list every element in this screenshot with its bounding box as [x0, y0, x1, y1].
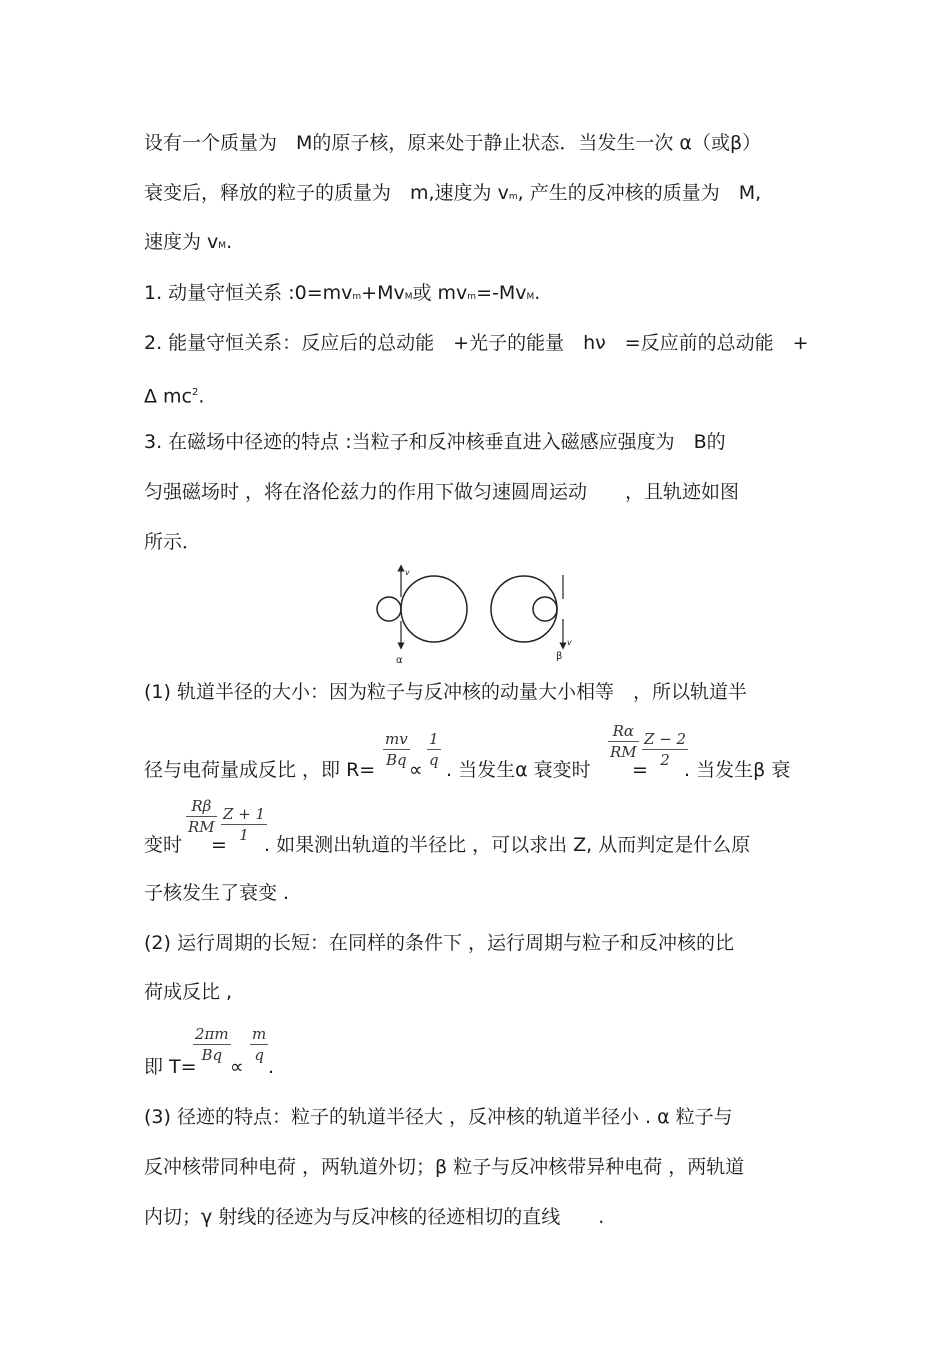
energy-relation-line-1: 2. 能量守恒关系：反应后的总动能 +光子的能量 hν =反应前的总动能 +: [144, 332, 809, 354]
intro-line-3: 速度为 vM.: [144, 231, 233, 253]
intro-line-2: 衰变后，释放的粒子的质量为 m,速度为 vm, 产生的反冲核的质量为 M,: [144, 182, 762, 204]
beta-tracks: [491, 575, 572, 662]
m-over-q-fraction: m q: [252, 1025, 267, 1064]
beta-v-label: v: [567, 638, 572, 647]
t-fraction: 2πm Bq: [195, 1025, 229, 1064]
track-characteristics-line-2: 反冲核带同种电荷 ，两轨道外切；β 粒子与反冲核带异种电荷 ，两轨道: [144, 1156, 745, 1178]
radius-line-4: 子核发生了衰变 .: [144, 882, 290, 904]
alpha-label: α: [396, 655, 403, 666]
beta-large-orbit: [491, 576, 557, 642]
radius-line-3a: 变时: [144, 834, 183, 856]
beta-label: β: [556, 651, 563, 662]
z-plus-1-fraction: Z + 1 1: [223, 805, 266, 844]
beta-small-orbit: [533, 597, 557, 621]
alpha-large-orbit: [401, 576, 467, 642]
track-feature-line-3: 所示．: [144, 531, 202, 553]
decay-track-figure: [368, 563, 588, 668]
alpha-small-orbit: [377, 597, 401, 621]
radius-line-2e: . 当发生β 衰: [684, 759, 791, 781]
period-line-1: (2) 运行周期的长短：在同样的条件下 ，运行周期与粒子和反冲核的比: [144, 932, 734, 954]
momentum-relation: 1. 动量守恒关系 :0=mvm+MvM或 mvm=-MvM.: [144, 282, 541, 304]
period-line-2: 荷成反比 ,: [144, 981, 233, 1003]
one-over-q-fraction: 1 q: [429, 730, 439, 769]
z-minus-2-fraction: Z − 2 2: [644, 730, 687, 769]
equals-sign-2: =: [211, 834, 227, 856]
energy-relation-line-2: Δ $mc^2$.: [144, 385, 205, 408]
rbeta-ratio-fraction: Rβ RM: [188, 797, 215, 836]
alpha-v-label: v: [405, 568, 410, 577]
alpha-tracks: [377, 568, 467, 666]
track-feature-line-2: 匀强磁场时 ，将在洛伦兹力的作用下做匀速圆周运动 ，且轨迹如图: [144, 481, 740, 503]
period-line-3c: .: [268, 1056, 275, 1078]
r-fraction: mv Bq: [385, 730, 408, 769]
track-characteristics-line-1: (3) 径迹的特点：粒子的轨道半径大 ，反冲核的轨道半径小 . α 粒子与: [144, 1106, 733, 1128]
radius-line-3c: . 如果测出轨道的半径比 ，可以求出 Z, 从而判定是什么原: [264, 834, 751, 856]
proportional-sign-1: ∝: [409, 759, 423, 781]
proportional-sign-2: ∝: [230, 1056, 244, 1078]
track-feature-line-1: 3. 在磁场中径迹的特点 :当粒子和反冲核垂直进入磁感应强度为 B的: [144, 431, 726, 453]
equals-sign-1: =: [632, 759, 648, 781]
radius-line-2a: 径与电荷量成反比 ，即 R=: [144, 759, 376, 781]
track-characteristics-line-3: 内切；γ 射线的径迹为与反冲核的径迹相切的直线 .: [144, 1206, 605, 1228]
radius-line-1: (1) 轨道半径的大小：因为粒子与反冲核的动量大小相等 ，所以轨道半: [144, 681, 747, 703]
period-line-3a: 即 T=: [144, 1056, 197, 1078]
radius-line-2c: . 当发生α 衰变时: [446, 759, 591, 781]
intro-line-1: 设有一个质量为 M的原子核，原来处于静止状态．当发生一次 α（或β）: [144, 132, 762, 154]
ralpha-ratio-fraction: Rα RM: [610, 722, 637, 761]
